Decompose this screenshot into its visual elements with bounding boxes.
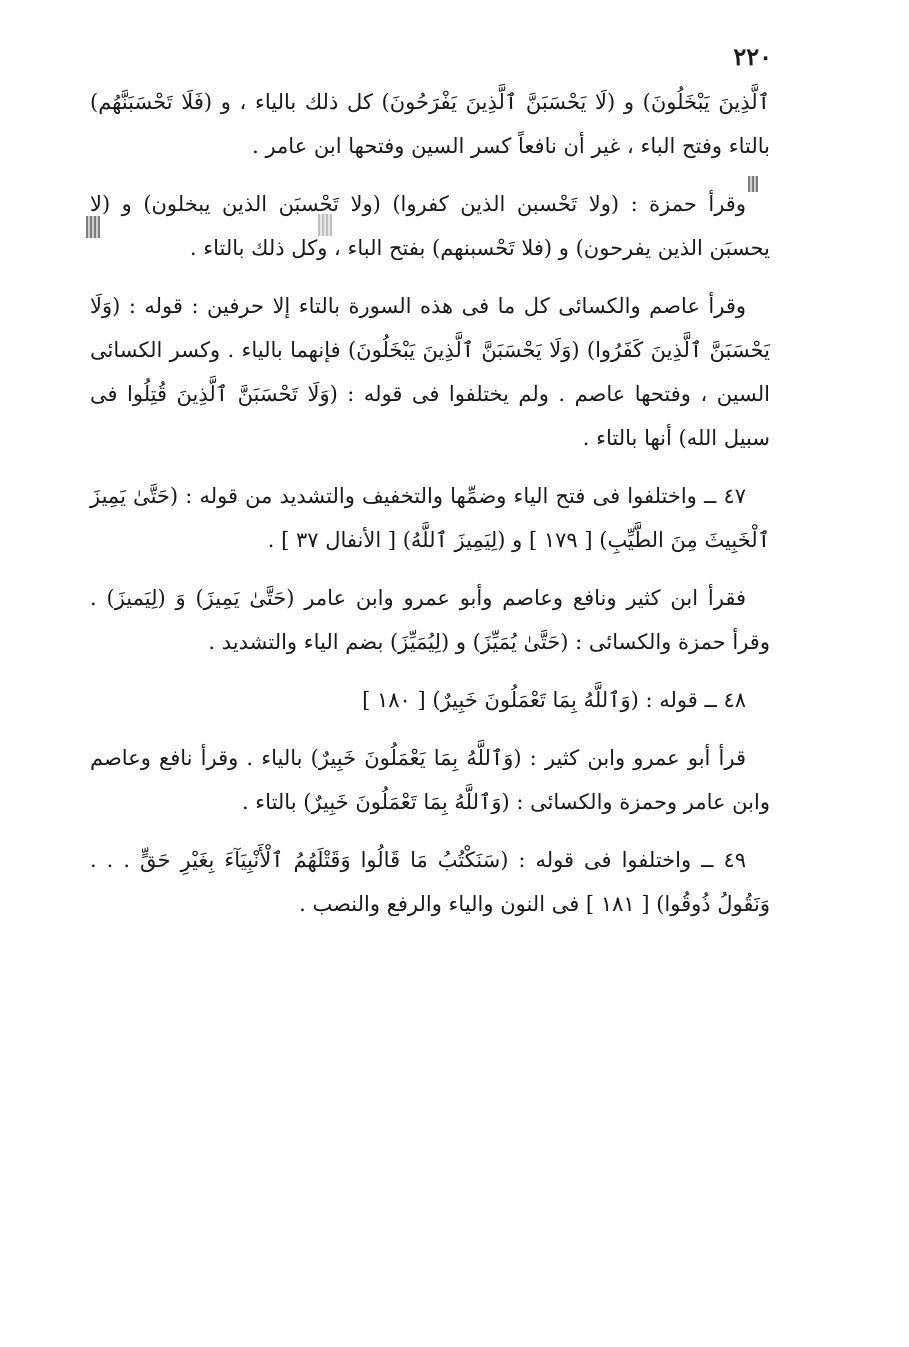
book-page xyxy=(90,40,770,940)
paragraph: وقرأ عاصم والكسائى كل ما فى هذه السورة بالتاء إلا حرفين : قوله : (وَلَا يَحْسَبَنَّ ٱلَّذِينَ كَفَرُوا) (وَلَا يَحْسَبَنَّ ٱلَّذِينَ يَبْخَلُونَ) فإنهما بالياء . وكسر الكسائى السين ، وفتحها عاصم . ولم يختلفوا فى قوله : (وَلَا تَحْسَبَنَّ ٱلَّذِينَ قُتِلُوا فى سبيل الله) أنها بالتاء . xyxy=(90,294,770,450)
paragraph: ٱلَّذِينَ يَبْخَلُونَ) و (لَا يَحْسَبَنَّ ٱلَّذِينَ يَفْرَحُونَ) كل ذلك بالياء ، و (فَلَا تَحْسَبَنَّهُم) بالتاء وفتح الباء ، غير أن نافعاً كسر السين وفتحها ابن عامر . xyxy=(90,90,770,158)
paragraph: وقرأ حمزة : (ولا تَحْسبن الذين كفروا) (ولا تَحْسبَن الذين يبخلون) و (لا يحسبَن الذين يفرحون) و (فلا تَحْسبنهم) بفتح الباء ، وكل ذلك بالتاء . xyxy=(90,192,770,260)
page-number: ٢٢٠ xyxy=(733,42,772,71)
paragraph: ٤٨ ــ قوله : (وَٱللَّهُ بِمَا تَعْمَلُونَ خَبِيرٌ) [ ١٨٠ ] xyxy=(362,688,746,712)
paragraph: ٤٧ ــ واختلفوا فى فتح الياء وضمِّها والتخفيف والتشديد من قوله : (حَتَّىٰ يَمِيزَ ٱلْخَبِيثَ مِنَ الطَّيِّبِ) [ ١٧٩ ] و (لِيَمِيزَ ٱللَّهُ) [ الأنفال ٣٧ ] . xyxy=(90,484,770,552)
paragraph: ٤٩ ــ واختلفوا فى قوله : (سَنَكْتُبُ مَا قَالُوا وَقَتْلَهُمُ ٱلْأَنْبِيَآءَ بِغَيْرِ حَقٍّ . . . وَنَقُولُ ذُوقُوا) [ ١٨١ ] فى النون والياء والرفع والنصب . xyxy=(90,848,770,916)
paragraph: قرأ أبو عمرو وابن كثير : (وَٱللَّهُ بِمَا يَعْمَلُونَ خَبِيرٌ) بالياء . وقرأ نافع وعاصم وابن عامر وحمزة والكسائى : (وَٱللَّهُ بِمَا تَعْمَلُونَ خَبِيرٌ) بالتاء . xyxy=(90,746,770,814)
paragraph: فقرأ ابن كثير ونافع وعاصم وأبو عمرو وابن عامر (حَتَّىٰ يَمِيزَ) وَ (لِيَميزَ) . وقرأ حمزة والكسائى : (حَتَّىٰ يُمَيِّزَ) و (لِيُمَيِّزَ) بضم الياء والتشديد . xyxy=(90,586,770,654)
